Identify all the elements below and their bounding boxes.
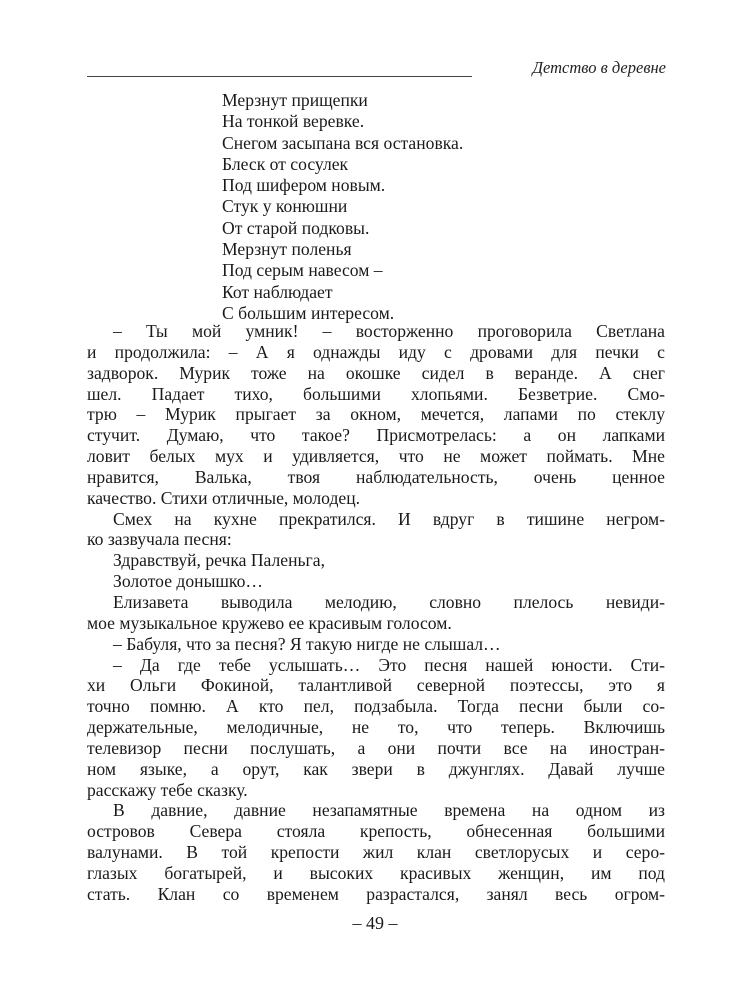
poem-line: От старой подковы. (222, 217, 370, 238)
poem-line: Блеск от сосулек (222, 153, 349, 174)
prose-line: Здравствуй, речка Паленьга, (113, 550, 325, 571)
poem-line: Стук у конюшни (222, 196, 348, 217)
running-head: Детство в деревне (532, 58, 666, 77)
prose-line: глазых богатырей, и высоких красивых женщин, им под (87, 862, 665, 883)
poem (222, 90, 622, 324)
prose-line: нравится, Валька, твоя наблюдательность, очень ценное (87, 466, 665, 487)
prose-line: В давние, давние незапамятные времена на одном из (113, 800, 665, 821)
prose-line: шел. Падает тихо, большими хлопьями. Безветрие. Смо- (87, 383, 665, 404)
poem-line: Под серым навесом – (222, 260, 383, 281)
prose-line: держательные, мелодичные, не то, что теперь. Включишь (87, 717, 665, 738)
prose-line: телевизор песни послушать, а они почти все на иностран- (87, 737, 665, 758)
prose-line: валунами. В той крепости жил клан светлорусых и серо- (87, 842, 665, 863)
prose-line: качество. Стихи отличные, молодец. (87, 487, 361, 508)
prose-line: расскажу тебе сказку. (87, 779, 248, 800)
poem-line: На тонкой веревке. (222, 111, 365, 132)
poem-line: Снегом засыпана вся остановка. (222, 132, 464, 153)
prose-line: задворок. Мурик тоже на окошке сидел в веранде. А снег (87, 362, 665, 383)
prose-line: стучит. Думаю, что такое? Присмотрелась: а он лапками (87, 425, 665, 446)
prose-line: – Бабуля, что за песня? Я такую нигде не слышал… (113, 633, 501, 654)
prose-line: мое музыкальное кружево ее красивым голосом. (87, 612, 452, 633)
prose-line: трю – Мурик прыгает за окном, мечется, лапами по стеклу (87, 404, 665, 425)
poem-line: Под шифером новым. (222, 175, 386, 196)
prose-line: ном языке, а орут, как звери в джунглях. Давай лучше (87, 758, 665, 779)
poem-line: Мерзнут прищепки (222, 90, 368, 110)
prose-line: Золотое донышко… (113, 571, 263, 592)
prose-line: Смех на кухне прекратился. И вдруг в тишине негром- (113, 508, 665, 529)
prose-line: островов Севера стояла крепость, обнесенная большими (87, 821, 665, 842)
prose-line: и продолжила: – А я однажды иду с дровами для печки с (87, 341, 665, 362)
prose-line: Елизавета выводила мелодию, словно плелось невиди- (113, 591, 665, 612)
prose-line: – Да где тебе услышать… Это песня нашей юности. Сти- (113, 654, 665, 675)
poem-line: Мерзнут поленья (222, 239, 352, 260)
prose-line: хи Ольги Фокиной, талантливой северной поэтессы, это я (87, 675, 665, 696)
prose-line: стать. Клан со временем разрастался, занял весь огром- (87, 883, 665, 904)
prose-line: точно помню. А кто пел, подзабыла. Тогда песни были со- (87, 696, 665, 717)
prose-line: ко зазвучала песня: (87, 529, 232, 550)
prose-body (87, 321, 665, 905)
page-number: – 49 – (352, 913, 398, 933)
prose-line: ловит белых мух и удивляется, что не может поймать. Мне (87, 446, 665, 467)
header-rule (87, 76, 472, 77)
poem-line: С большим интересом. (222, 302, 395, 323)
poem-line: Кот наблюдает (222, 281, 333, 302)
prose-line: – Ты мой умник! – восторженно проговорила Светлана (113, 321, 665, 341)
